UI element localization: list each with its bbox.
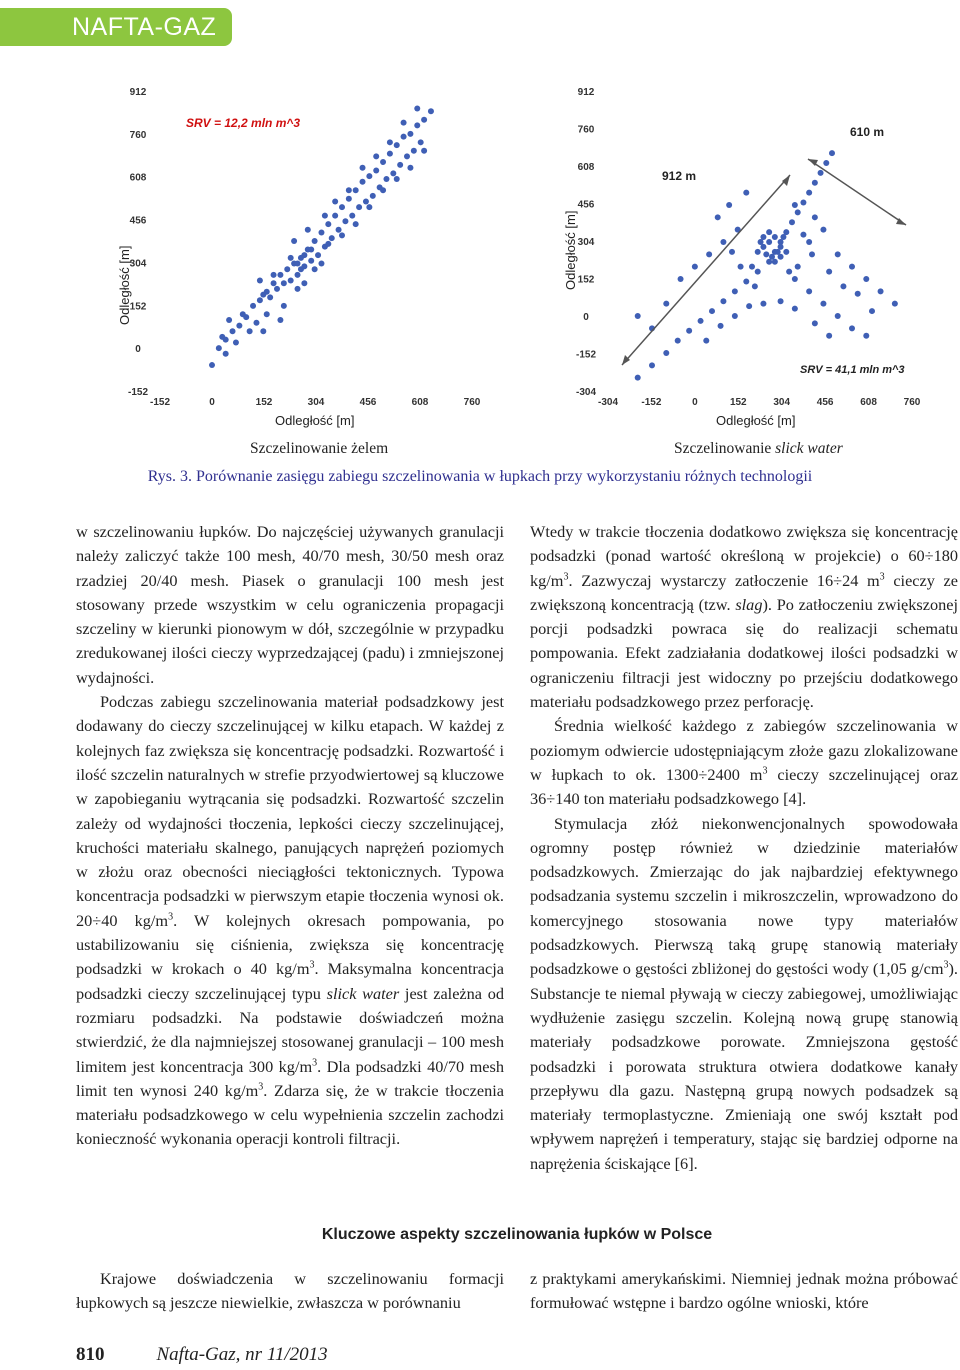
scatter-point [373,168,379,174]
scatter-point [394,176,400,182]
scatter-point [418,139,424,145]
scatter-point [366,173,372,179]
scatter-point [760,301,766,307]
scatter-point [360,179,366,185]
scatter-point [795,264,801,270]
y-tick-label: 152 [129,301,147,313]
scatter-point [329,235,335,241]
figure-charts [0,75,960,495]
scatter-point [746,303,752,309]
scatter-point [318,230,324,236]
scatter-point [411,148,417,154]
scatter-point [732,313,738,319]
scatter-point [404,153,410,159]
scatter-point [298,266,304,272]
chart-slickwater-x-axis-label: Odległość [m] [716,413,796,428]
scatter-point [390,170,396,176]
scatter-point [230,328,236,334]
scatter-point [812,320,818,326]
scatter-point [800,232,806,238]
scatter-point [820,301,826,307]
chart-gel-subtitle: Szczelinowanie żelem [250,440,389,457]
scatter-point [301,280,307,286]
scatter-point [809,251,815,257]
scatter-point [315,252,321,258]
scatter-point [301,252,307,258]
scatter-point [257,277,263,283]
scatter-point [766,229,772,235]
scatter-point [780,234,786,240]
scatter-point [312,238,318,244]
scatter-point [743,278,749,284]
figure-caption: Rys. 3. Porównanie zasięgu zabiegu szczelinowania w łupkach przy wykorzystaniu różnych technologii [147,468,813,485]
scatter-point [698,318,704,324]
scatter-point [703,338,709,344]
scatter-point [295,272,301,278]
scatter-point [288,277,294,283]
section-right-text: z praktykami amerykańskimi. Niemniej jednak można próbować formułować wstępne i bardzo ogólne wnioski, które [530,1269,958,1313]
page-number: 810 [76,1344,105,1365]
section-heading: Kluczowe aspekty szczelinowania łupków w Polsce [321,1226,713,1243]
scatter-point [663,301,669,307]
scatter-point [749,264,755,270]
annotation-610m: 610 m [850,125,885,139]
right-paragraph-2: Średnia wielkość każdego z zabiegów szczelinowania w poziomym odwiercie udostępniającym złoże gazu zlokalizowane w łupkach to ok. 1300÷2400 $m^3$ cieczy szczelinującej oraz 36÷140 ton materiału podsadzkowego [4]. [530,716,959,809]
scatter-point [305,227,311,233]
y-tick-label: -304 [575,387,597,398]
scatter-point [428,108,434,114]
x-tick-label: -304 [597,397,619,408]
scatter-point [820,227,826,233]
scatter-point [271,280,277,286]
scatter-point [373,153,379,159]
y-tick-label: 304 [577,237,595,248]
scatter-point [257,297,263,303]
scatter-point [718,323,724,329]
scatter-point [353,221,359,227]
scatter-point [678,276,684,282]
scatter-point [281,280,287,286]
chart-gel-srv-label: SRV = 12,2 mln m^3 [186,116,301,130]
scatter-point [709,308,715,314]
y-tick-label: 152 [577,274,595,286]
scatter-point [786,269,792,275]
y-tick-label: 608 [129,172,147,184]
scatter-point [663,350,669,356]
x-tick-label: 456 [816,397,834,408]
x-tick-label: 304 [773,397,791,408]
scatter-point [332,199,338,205]
section-right-column [530,1267,958,1316]
x-tick-label: 760 [903,397,921,408]
scatter-point [267,294,273,300]
scatter-point [806,239,812,245]
scatter-point [397,162,403,168]
scatter-point [281,303,287,309]
scatter-point [783,249,789,255]
x-tick-label: -152 [149,397,171,408]
scatter-point [806,288,812,294]
scatter-point [792,306,798,312]
scatter-point [835,251,841,257]
left-column [76,520,504,1152]
scatter-point [738,264,744,270]
scatter-point [892,301,898,307]
scatter-point [407,165,413,171]
scatter-point [339,232,345,238]
scatter-point [277,317,283,323]
scatter-point [823,160,829,166]
scatter-point [849,325,855,331]
scatter-point [752,283,758,289]
scatter-point [387,139,393,145]
scatter-point [792,202,798,208]
chart-gel-y-ticks [128,87,148,398]
scatter-point [325,241,331,247]
figure [0,75,960,495]
y-tick-label: 760 [577,124,595,136]
scatter-point [322,213,328,219]
left-paragraph-1: w szczelinowaniu łupków. Do najczęściej używanych granulacji należy zaliczyć także 100 mesh, 40/70 mesh, 30/50 mesh oraz rzadziej 20/40 mesh. Piasek o granulacji 100 mesh jest stosowany przede wszystkim w celu ograniczenia propagacji szczeliny w kierunki pionowym w dół, szczególnie w przypadku zredukowanej ilości cieczy wyprzedzającej (padu) i zmniejszonej wydajności. [76,522,504,687]
scatter-point [772,259,778,265]
x-tick-label: 0 [692,397,698,408]
scatter-point [264,311,270,317]
scatter-point [295,261,301,267]
scatter-point [253,320,259,326]
scatter-point [772,234,778,240]
x-tick-label: 0 [209,397,215,408]
scatter-point [421,117,427,123]
y-tick-label: -152 [575,349,597,361]
scatter-point [743,190,749,196]
chart-gel [117,87,481,428]
scatter-point [380,187,386,193]
scatter-point [383,176,389,182]
scatter-point [401,134,407,140]
scatter-point [414,122,420,128]
scatter-point [755,249,761,255]
right-paragraph-1: Wtedy w trakcie tłoczenia dodatkowo zwiększa się koncentrację podsadzki (ponad wartość określoną w projekcie) o 60÷180 $kg/m^3$. Zazwyczaj wystarczy zatłoczenie 16÷24 $m^3$ cieczy ze zwiększoną koncentracją (tzw. slag). Po zatłoczeniu zwiększonej porcji podsadzki powraca się do realizacji schematu pompowania. Efekt zadziałania dodatkowej ilości podsadzki w ograniczeniu filtracji jest widoczny po przejściu dodatkowego materiału podsadzkowego przez perforację. [530,522,958,712]
scatter-point [366,204,372,210]
scatter-point [250,303,256,309]
journal-name: NAFTA-GAZ [72,13,217,41]
annotation-912m: 912 m [662,169,697,183]
scatter-point [349,213,355,219]
scatter-point [219,334,225,340]
scatter-point [421,148,427,154]
y-tick-label: 0 [583,312,589,323]
x-tick-label: 304 [307,397,325,408]
scatter-point [233,340,239,346]
scatter-point [260,328,266,334]
scatter-point [818,170,824,176]
scatter-point [312,266,318,272]
scatter-point [675,338,681,344]
scatter-point [380,159,386,165]
scatter-point [766,239,772,245]
scatter-point [336,227,342,233]
scatter-point [240,311,246,317]
scatter-point [308,246,314,252]
scatter-point [863,333,869,339]
scatter-point [849,264,855,270]
scatter-point [706,251,712,257]
scatter-point [353,187,359,193]
chart-gel-x-axis-label: Odległość [m] [275,413,355,428]
scatter-point [840,283,846,289]
scatter-point [812,214,818,220]
scatter-point [812,180,818,186]
left-paragraph-2: Podczas zabiegu szczelinowania materiał podsadzkowy jest dodawany do cieczy szczelinującej w kilku etapach. W każdej z kolejnych faz zwiększa się koncentrację podsadzki. Rozwartość i ilość szczelin naturalnych w strefie przyodwiertowej są kluczowe w zapobieganiu wytrącania się podsadzki. Rozwartość szczelin zależy od wydajności tłoczenia, lepkości cieczy szczelinującej, kruchości materiału skalnego, panujących naprężeń poziomych w złożu oraz obecności nieciągłości tektonicznych. Typowa koncentracja podsadzki w pierwszym etapie tłoczenia wynosi ok. 20÷40 $kg/m^3$. W kolejnych okresach pompowania, po ustabilizowaniu się ciśnienia, zwiększa się koncentrację podsadzki w krokach o 40 $kg/m^3$. Maksymalna koncentracja podsadzki cieczy szczelinującej typu slick water jest zależna od rozmiaru podsadzki. Na podstawie doświadczeń można stwierdzić, że dla najmniejszej stosowanej granulacji – 100 mesh limitem jest koncentracja 300 $kg/m^3$. Dla podsadzki 40/70 mesh limit ten wynosi 240 $kg/m^3$. Zdarza się, że w trakcie tłoczenia materiału podsadzkowego w celu wypełnienia szczelin zachodzi konieczność wykonania operacji kontroli filtracji. [76,692,505,1149]
y-tick-label: 304 [129,258,147,270]
chart-slickwater-srv-label: SRV = 41,1 mln m^3 [800,364,905,376]
scatter-point [346,187,352,193]
y-tick-label: 912 [577,87,595,98]
scatter-point [795,209,801,215]
y-tick-label: 456 [129,215,147,227]
scatter-point [414,105,420,111]
journal-header-tab [0,8,232,46]
scatter-point [247,328,253,334]
scatter-point [387,151,393,157]
x-tick-label: 608 [860,397,877,408]
scatter-point [318,261,324,267]
scatter-point [332,213,338,219]
x-tick-label: 608 [411,397,429,408]
scatter-point [295,286,301,292]
y-tick-label: -152 [127,387,149,398]
scatter-point [763,251,769,257]
scatter-point [692,264,698,270]
scatter-point [878,288,884,294]
scatter-point [835,313,841,319]
x-tick-label: 456 [359,397,377,408]
scatter-point [260,292,266,298]
scatter-point [863,276,869,282]
scatter-point [325,221,331,227]
scatter-point [826,269,832,275]
y-tick-label: 0 [135,344,141,356]
x-tick-label: 760 [463,397,481,408]
scatter-point [291,238,297,244]
scatter-point [284,266,290,272]
chart-gel-plot-area [160,91,472,407]
y-tick-label: 760 [129,129,147,141]
x-tick-label: 152 [729,397,747,408]
scatter-point [635,313,641,319]
scatter-point [363,199,369,205]
scatter-point [226,317,232,323]
scatter-point [869,308,875,314]
y-tick-label: 608 [577,162,595,173]
scatter-point [792,276,798,282]
scatter-point [732,288,738,294]
x-tick-label: 152 [255,397,273,408]
right-paragraph-3: Stymulacja złóż niekonwencjonalnych spowodowała ogromny postęp również w dziedzinie materiałów podsadzkowych. Zmierzając do jak najbardziej efektywnego podsadzania systemu szczelin i mikroszczelin, wprowadzono do komercyjnego stosowania nowe typy materiałów podsadzkowych. Pierwszą taką grupę stanowią materiały podsadzkowe o gęstości zbliżonej do gęstości wody (1,05 $g/cm^3$). Substancje te niemal pływają w cieczy zabiegowej, umożliwiając wydłużenie zasięgu szczelin. Kolejną nową grupę stanowią materiały podsadzkowe porowate. Zmniejszona gęstość podsadzki i porowata struktura otwiera dodatkowe kanały przepływu dla gazu. Następną grupą nowych podsadzek są materiały termoplastyczne. Zmieniają one swój kształt pod wpływem naprężeń i temperatury, stając się bardziej odporne na naprężenia ściskające [6]. [530,813,958,1173]
chart-gel-y-axis-label: Odległość [m] [117,245,132,325]
chart-slickwater [563,87,921,428]
scatter-point [277,272,283,278]
section-left-text: Krajowe doświadczenia w szczelinowaniu formacji łupkowych są jeszcze niewielkie, zwłaszcza w porównaniu [76,1269,504,1313]
scatter-point [760,234,766,240]
scatter-point [236,323,242,329]
chart-slickwater-y-ticks [576,87,596,398]
scatter-point [686,328,692,334]
scatter-point [829,150,835,156]
scatter-point [855,291,861,297]
scatter-point [342,218,348,224]
scatter-point [394,142,400,148]
scatter-point [778,254,784,260]
scatter-point [726,202,732,208]
y-tick-label: 456 [577,199,595,211]
scatter-point [223,351,229,357]
scatter-point [274,286,280,292]
scatter-point [720,239,726,245]
scatter-point [401,120,407,126]
scatter-point [720,298,726,304]
scatter-point [271,272,277,278]
scatter-point [729,249,735,255]
scatter-point [407,131,413,137]
journal-issue: Nafta-Gaz, nr 11/2013 [156,1344,328,1365]
scatter-point [209,362,215,368]
right-column [530,520,958,1176]
scatter-point [360,165,366,171]
chart-slickwater-subtitle: Szczelinowanie slick water [674,440,843,457]
scatter-point [755,269,761,275]
scatter-point [635,375,641,381]
scatter-point [370,193,376,199]
section-left-column [76,1267,504,1316]
scatter-point [778,298,784,304]
scatter-point [346,196,352,202]
scatter-point [715,214,721,220]
scatter-point [800,200,806,206]
scatter-point [789,219,795,225]
x-tick-label: -152 [641,397,662,408]
scatter-point [308,258,314,264]
scatter-point [216,345,222,351]
chart-slickwater-y-axis-label: Odległość [m] [563,210,578,290]
scatter-point [339,204,345,210]
y-tick-label: 912 [129,87,147,98]
scatter-point [288,255,294,261]
scatter-point [826,333,832,339]
scatter-point [356,204,362,210]
scatter-point [806,190,812,196]
scatter-point [649,362,655,368]
page-footer [76,1344,328,1366]
